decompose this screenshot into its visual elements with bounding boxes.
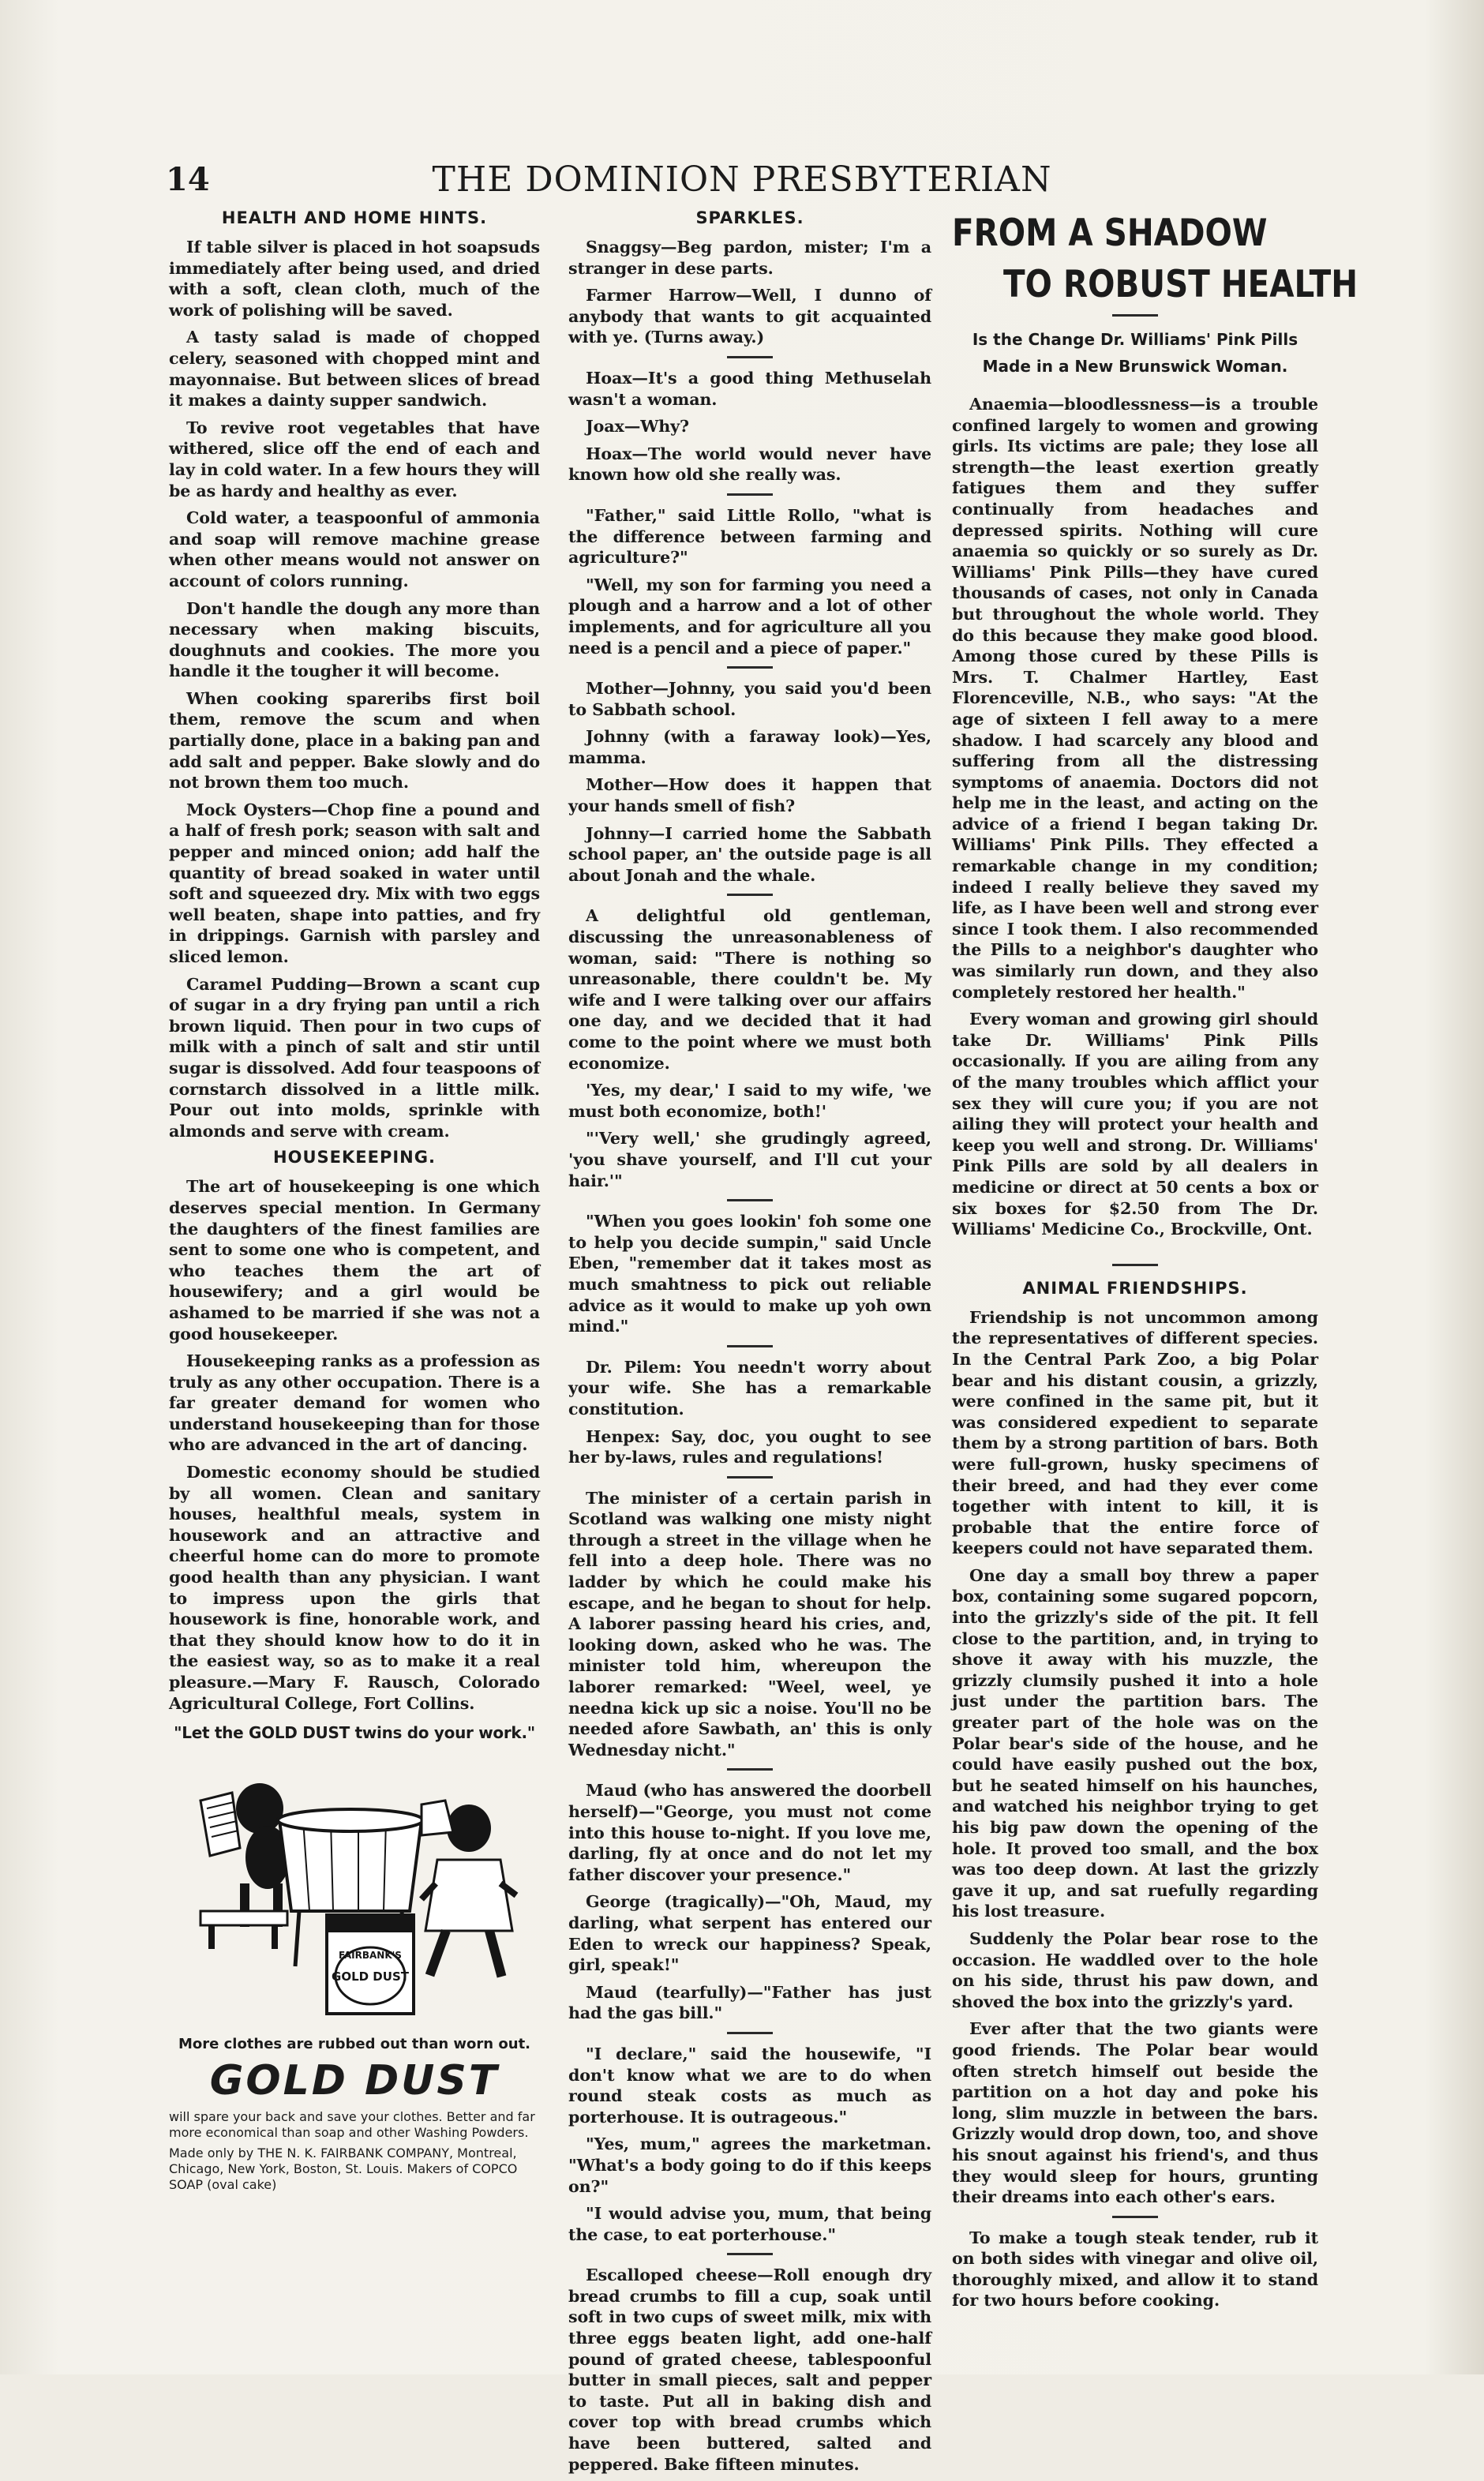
sparkle-line: "I would advise you, mum, that being the case, to eat porterhouse.": [568, 2204, 931, 2244]
steak-tip: To make a tough steak tender, rub it on both sides with vinegar and olive oil, thoroughly mixed, and allow it to stand for two hours before cooking.: [952, 2228, 1318, 2310]
sparkle-line: Farmer Harrow—Well, I dunno of anybody that wants to git acquainted with ye. (Turns away.): [568, 286, 931, 347]
paragraph: Caramel Pudding—Brown a scant cup of sugar in a dry frying pan until a rich brown liquid. Then pour in two cups of milk with a pinch of salt and stir until sugar is dissolved. Add four teaspoons of cornstarch dissolved in a little milk. Pour out into molds, sprinkle with almonds and serve with cream.: [169, 974, 540, 1141]
sparkle-line: "I declare," said the housewife, "I don't know what we are to do when round steak costs as much as porterhouse. It is outrageous.": [568, 2044, 931, 2127]
sparkle-line: Mother—Johnny, you said you'd been to Sabbath school.: [568, 679, 931, 719]
sparkle-line: Johnny—I carried home the Sabbath school paper, an' the outside page is all about Jonah and the whale.: [568, 823, 931, 885]
page-header: [166, 161, 1318, 204]
box-label-main: GOLD DUST: [332, 1969, 409, 1984]
divider: [727, 2032, 773, 2034]
housekeeping-article: [169, 1176, 540, 1714]
page-number: 14: [166, 161, 210, 198]
divider: [727, 666, 773, 669]
divider: [1112, 2216, 1158, 2218]
divider: [727, 1199, 773, 1201]
heading-health-home-hints: HEALTH AND HOME HINTS.: [221, 208, 488, 227]
divider: [727, 894, 773, 896]
sparkle-line: A delightful old gentleman, discussing the unreasonableness of woman, said: "There is nothing so unreasonable, there couldn't be. My wife and I were talking over our affairs one day, and we decided that it had come to the point where we must both economize.: [568, 906, 931, 1073]
paragraph: A tasty salad is made of chopped celery, seasoned with chopped mint and mayonnaise. But between slices of bread it makes a dainty supper sandwich.: [169, 328, 540, 410]
divider: [727, 1345, 773, 1347]
sparkle-line: Escalloped cheese—Roll enough dry bread crumbs to fill a cup, soak until soft in two cups of sweet milk, mix with three eggs beaten light, add one-half pound of grated cheese, tablespoonful butter in small pieces, salt and pepper to taste. Put all in baking dish and cover top with bread crumbs which have been buttered, salted and peppered. Bake fifteen minutes.: [568, 2266, 931, 2474]
paragraph: Every woman and growing girl should take Dr. Williams' Pink Pills occasionally. If you are ailing from any of the many troubles which afflict your sex they will cure you; if you are not ailing they will protect your health and keep you well and strong. Dr. Williams' Pink Pills are sold by all dealers in medicine or direct at 50 cents a box or six boxes for $2.50 from The Dr. Williams' Medicine Co., Brockville, Ont.: [952, 1010, 1318, 1239]
column-pink-pills-animals: [952, 207, 1358, 2318]
divider: [1112, 1264, 1158, 1266]
sparkle-line: 'Yes, my dear,' I said to my wife, 'we must both economize, both!': [568, 1081, 931, 1121]
column-sparkles: [568, 205, 931, 2481]
paragraph: When cooking spareribs first boil them, remove the scum and when partially done, place in a baking pan and add salt and pepper. Bake slowly and do not brown them too much.: [169, 688, 540, 793]
paragraph: Friendship is not uncommon among the representatives of different species. In the Central Park Zoo, a big Polar bear and his distant cousin, a grizzly, were confined in the same pit, but it was considered expedient to separate them by a strong partition of bars. Both were full-grown, husky specimens of their breed, and had they ever come together with intent to kill, it is probable that the entire force of keepers could not have separated them.: [952, 1307, 1318, 1558]
heading-sparkles: SPARKLES.: [695, 208, 804, 227]
sparkle-line: "Father," said Little Rollo, "what is the difference between farming and agriculture?": [568, 505, 931, 568]
sparkle-line: Maud (tearfully)—"Father has just had the gas bill.": [568, 1982, 931, 2023]
sparkle-line: The minister of a certain parish in Scotland was walking one misty night through a street in the village when he fell into a deep hole. There was no ladder by which he could make his escape, and he began to shout for help. A laborer passing heard his cries, and, looking down, asked who he was. The minister told him, whereupon the laborer remarked: "Weel, weel, ye needna kick up sic a noise. You'll no be needed afore Sawbath, an' this is only Wednesday nicht.": [568, 1488, 931, 1760]
sparkle-line: Hoax—The world would never have known how old she really was.: [568, 444, 931, 485]
divider: [727, 1476, 773, 1478]
divider: [727, 1768, 773, 1771]
animal-friendships-article: [952, 1307, 1318, 2208]
sparkle-line: Henpex: Say, doc, you ought to see her by-laws, rules and regulations!: [568, 1426, 931, 1467]
paragraph: To revive root vegetables that have withered, slice off the end of each and lay in cold water. In a few hours they will be as hardy and healthy as ever.: [169, 418, 540, 500]
box-label-top: FAIRBANK'S: [339, 1950, 402, 1962]
paragraph: One day a small boy threw a paper box, containing some sugared popcorn, into the grizzly's side of the pit. It fell close to the partition, and, in trying to shove it away with his muzzle, the grizzly clumsily pushed it into a hole just under the partition bars. The greater part of the hole was on the Polar bear's side of the house, and he could have easily pushed out the box, but he seated himself on his haunches, and watched his neighbor trying to get his big paw down the opening of the hole. It proved too small, and the box was too deep down. At last the grizzly gave it up, and sat ruefully regarding his lost treasure.: [952, 1565, 1318, 1921]
left-twin-figure: [200, 1783, 290, 1949]
divider: [727, 493, 773, 496]
paragraph: If table silver is placed in hot soapsuds immediately after being used, and dried with a soft, clean cloth, much of the work of polishing will be saved.: [169, 238, 540, 320]
paragraph: Don't handle the dough any more than necessary when making biscuits, doughnuts and cookies. The more you handle it the tougher it will become.: [169, 598, 540, 681]
right-twin-figure: [422, 1801, 516, 1978]
gold-dust-box: [327, 1915, 414, 2014]
sparkle-line: Dr. Pilem: You needn't worry about your wife. She has a remarkable constitution.: [568, 1357, 931, 1419]
pink-pills-article: [952, 394, 1318, 1240]
sparkles-list: [568, 237, 931, 2475]
sparkle-line: Mother—How does it happen that your hands smell of fish?: [568, 775, 931, 816]
divider: [727, 2253, 773, 2255]
paragraph: Cold water, a teaspoonful of ammonia and soap will remove machine grease when other means would not answer on account of colors running.: [169, 508, 540, 590]
sparkle-line: George (tragically)—"Oh, Maud, my darling, what serpent has entered our Eden to wreck our happiness? Speak, girl, speak!": [568, 1892, 931, 1975]
headline-from-a-shadow: FROM A SHADOW: [952, 212, 1268, 255]
heading-housekeeping: HOUSEKEEPING.: [273, 1148, 436, 1167]
paragraph: The art of housekeeping is one which deserves special mention. In Germany the daughters of the finest families are sent to some one who is competent, and who teaches them the art of housewifery; and a girl would be ashamed to be married if she was not a good housekeeper.: [169, 1177, 540, 1344]
column-health-home: [169, 205, 540, 2193]
paragraph: Anaemia—bloodlessness—is a trouble confined largely to women and growing girls. Its victims are pale; they lose all strength—the least exertion greatly fatigues them and they suffer continually from headaches and depressed spirits. Nothing will cure anaemia so quickly or so surely as Dr. Williams' Pink Pills—they have cured thousands of cases, not only in Canada but throughout the whole world. They do this because they make good blood. Among those cured by these Pills is Mrs. T. Chalmer Hartley, East Florenceville, N.B., who says: "At the age of sixteen I fell away to a mere shadow. I had scarcely any blood and suffering from all the distressing symptoms of anaemia. Doctors did not help me in the least, and acting on the advice of a friend I began taking Dr. Williams' Pink Pills. They effected a remarkable change in my condition; indeed I really believe they saved my life, as I have been well and strong ever since I took them. I also recommended the Pills to a neighbor's daughter who was similarly run down, and they also completely restored her health.": [952, 395, 1318, 1002]
paragraph: Ever after that the two giants were good friends. The Polar bear would often stretch himself out beside the partition on a hot day and poke his long, slim muzzle in between the bars. Grizzly would drop down, too, and shove his snout against his friend's, and thus they would sleep for hours, grunting their dreams into each other's ears.: [952, 2019, 1318, 2207]
masthead: THE DOMINION PRESBYTERIAN: [432, 159, 1052, 200]
sparkle-line: "Well, my son for farming you need a plough and a harrow and a lot of other implements, and for agriculture all you need is a pencil and a piece of paper.": [568, 575, 931, 658]
paragraph: Mock Oysters—Chop fine a pound and a half of fresh pork; season with salt and pepper and minced onion; add half the quantity of bread soaked in water until soft and squeezed dry. Mix with two eggs well beaten, shape into patties, and fry in drippings. Garnish with parsley and sliced lemon.: [169, 800, 540, 966]
ad-line-clothes: More clothes are rubbed out than worn out.: [178, 2036, 531, 2053]
sparkle-line: "'Very well,' she grudingly agreed, 'you shave yourself, and I'll cut your hair.'": [568, 1129, 931, 1190]
sparkle-line: Hoax—It's a good thing Methuselah wasn't a woman.: [568, 368, 931, 409]
paragraph: Domestic economy should be studied by all women. Clean and sanitary houses, healthful meals, system in housework and an attractive and cheerful home can do more to promote good health than any physician. I want to impress upon the girls that housework is fine, honorable work, and that they should know how to do it in the easiest way, so as to make it a real pleasure.—Mary F. Rausch, Colorado Agricultural College, Fort Collins.: [169, 1463, 540, 1713]
sparkle-line: Maud (who has answered the doorbell herself)—"George, you must not come into this house to-night. If you love me, darling, fly at once and do not let my father discover your presence.": [568, 1781, 931, 1884]
ad-description: will spare your back and save your clothes. Better and far more economical than soap and other Washing Powders.: [169, 2109, 535, 2141]
sparkle-line: "Yes, mum," agrees the marketman. "What's a body going to do if this keeps on?": [568, 2134, 931, 2196]
sparkle-line: Joax—Why?: [586, 417, 689, 437]
divider: [727, 356, 773, 358]
gold-dust-twins-illustration: [185, 1753, 524, 2029]
hints-list: [169, 237, 540, 1141]
gold-dust-advertisement: [169, 1723, 540, 2193]
sparkle-line: "When you goes lookin' foh some one to help you decide sumpin," said Uncle Eben, "remember dat it takes most as much smahtness to pick out reliable advice as it would to make up yoh own mind.": [568, 1212, 931, 1336]
subheadline-pink-pills: Is the Change Dr. Williams' Pink Pills Made in a New Brunswick Woman.: [972, 330, 1298, 376]
heading-animal-friendships: ANIMAL FRIENDSHIPS.: [1022, 1278, 1248, 1298]
paragraph: Suddenly the Polar bear rose to the occasion. He waddled over to the hole on his side, thrust his paw down, and shoved the box into the grizzly's yard.: [952, 1928, 1318, 2011]
sparkle-line: Snaggsy—Beg pardon, mister; I'm a stranger in dese parts.: [568, 238, 931, 278]
sparkle-line: Johnny (with a faraway look)—Yes, mamma.: [568, 727, 931, 767]
ad-tagline: "Let the GOLD DUST twins do your work.": [174, 1723, 535, 1743]
headline-to-robust-health: TO ROBUST HEALTH: [1002, 263, 1358, 306]
ad-maker-line: Made only by THE N. K. FAIRBANK COMPANY, Montreal, Chicago, New York, Boston, St. Louis. Makers of COPCO SOAP (oval cake): [169, 2146, 518, 2193]
divider: [1112, 314, 1158, 317]
paragraph: Housekeeping ranks as a profession as truly as any other occupation. There is a far greater demand for women who understand housekeeping than for those who are advanced in the art of dancing.: [169, 1351, 540, 1455]
ad-brand-name: GOLD DUST: [209, 2057, 500, 2105]
